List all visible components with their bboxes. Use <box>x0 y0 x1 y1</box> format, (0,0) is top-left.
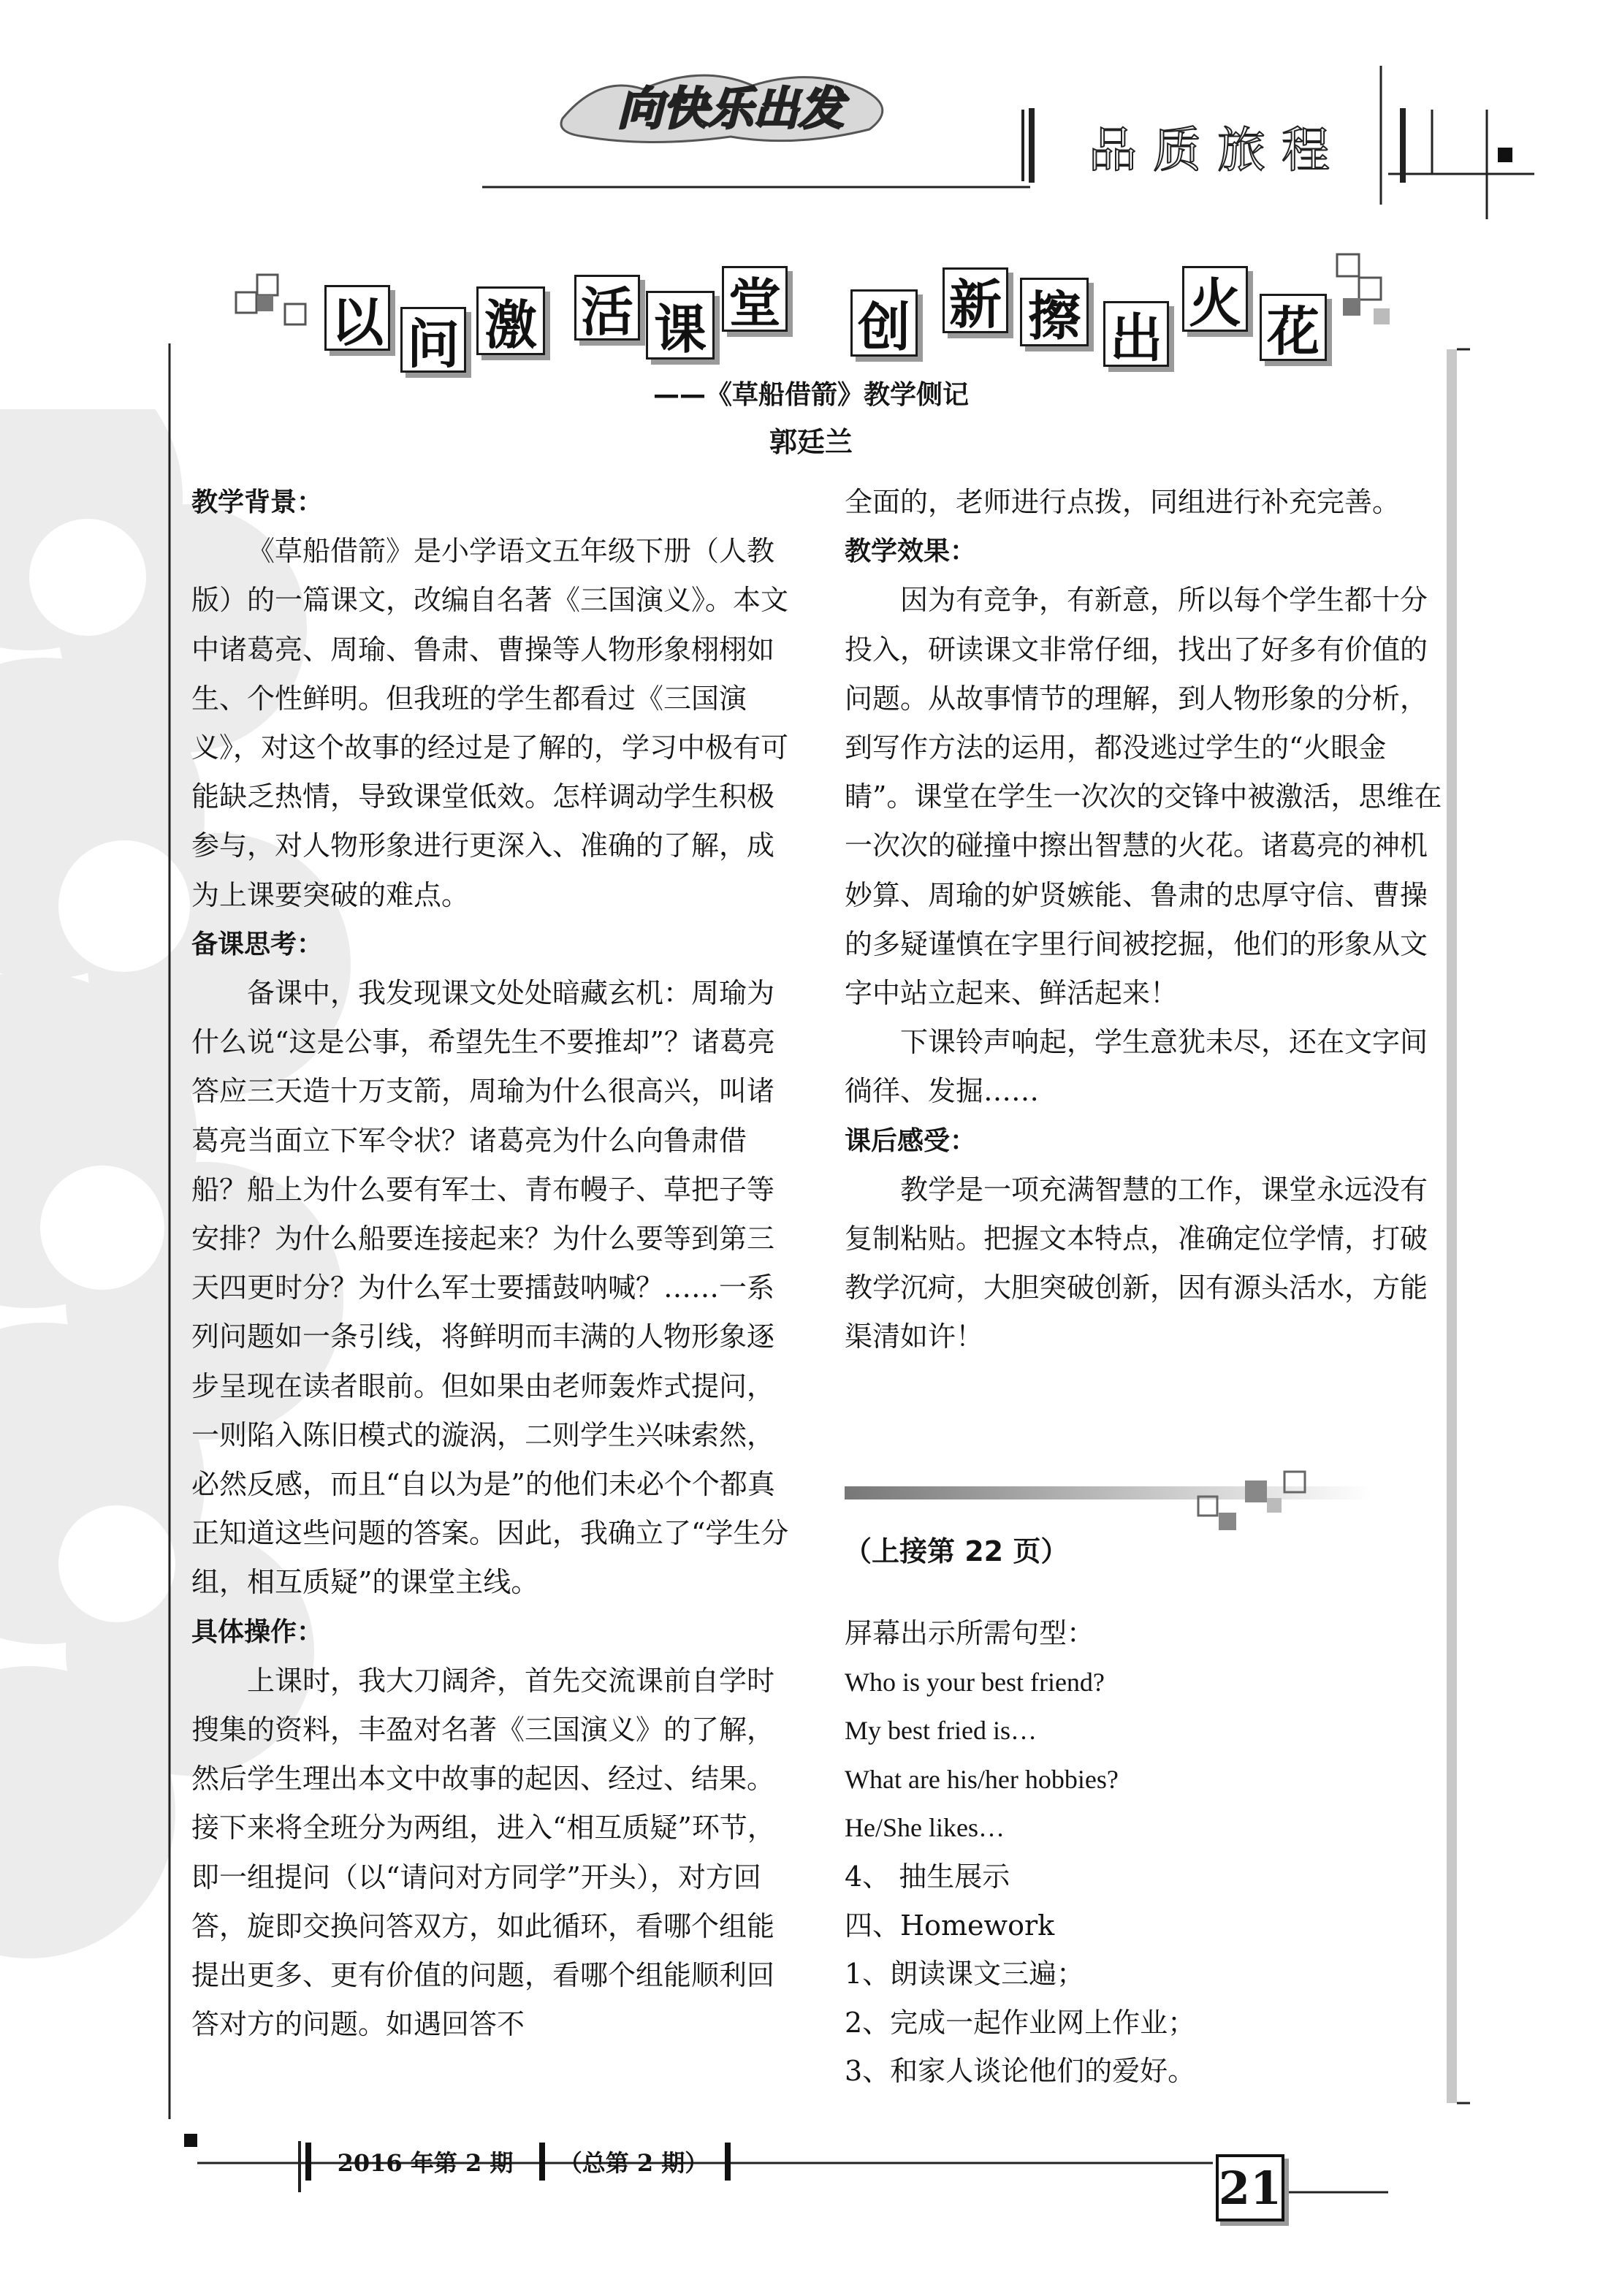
issue-text: 2016 年第 2 期 <box>337 2149 514 2177</box>
continued-line: 四、Homework <box>845 1909 1055 1942</box>
title-char-9: 擦 <box>1020 278 1089 346</box>
continued-line: Who is your best friend? <box>845 1667 1105 1697</box>
logo-text: 向快乐出发 <box>617 82 845 135</box>
title-char-11: 火 <box>1182 266 1248 332</box>
continued-line: 1、朗读课文三遍； <box>845 1958 1085 1991</box>
article-subtitle: ——《草船借箭》教学侧记 <box>652 380 969 410</box>
continued-line: My best fried is… <box>845 1716 1037 1746</box>
heading-reflection: 课后感受： <box>845 1125 977 1156</box>
continued-line: 屏幕出示所需句型： <box>845 1617 1095 1649</box>
issue-label <box>305 2143 545 2181</box>
title-char-10: 出 <box>1103 301 1169 367</box>
article-author: 郭廷兰 <box>769 426 853 458</box>
brand-text: 品质旅程 <box>1089 121 1346 178</box>
continued-line: What are his/her hobbies? <box>845 1764 1119 1794</box>
left-column <box>191 478 798 2050</box>
continued-lines <box>845 1609 1451 2096</box>
title-char-6: 堂 <box>722 266 788 332</box>
title-char-4: 活 <box>574 275 640 341</box>
heading-lesson-prep: 备课思考： <box>191 929 324 959</box>
heading-operation: 具体操作： <box>191 1616 324 1647</box>
title-char-5: 课 <box>646 291 715 360</box>
total-issue-text: （总第 2 期） <box>558 2149 709 2177</box>
title-char-2: 问 <box>400 307 466 373</box>
continued-label: （上接第 22 页） <box>844 1535 1069 1567</box>
page-number: 21 <box>1216 2154 1284 2221</box>
title-char-3: 激 <box>476 286 545 355</box>
paragraph-background: 《草船借箭》是小学语文五年级下册（人教版）的一篇课文，改编自名著《三国演义》。本文中诸葛亮、周瑜、鲁肃、曹操等人物形象栩栩如生、个性鲜明。但我班的学生都看过《三国演义》，对这个故事的经过是了解的，学习中极有可能缺乏热情，导致课堂低效。怎样调动学生积极参与，对人物形象进行更深入、准确的了解，成为上课要突破的难点。 <box>191 535 789 911</box>
continued-line: 3、和家人谈论他们的爱好。 <box>845 2055 1196 2088</box>
heading-effect: 教学效果： <box>845 536 977 567</box>
continued-line: 4、 抽生展示 <box>845 1860 1010 1893</box>
title-char-1: 以 <box>324 285 390 351</box>
heading-teaching-background: 教学背景： <box>191 487 324 517</box>
paragraph-lesson-prep: 备课中，我发现课文处处暗藏玄机：周瑜为什么说“这是公事，希望先生不要推却”？诸葛亮答应三天造十万支箭，周瑜为什么很高兴，叫诸葛亮当面立下军令状？诸葛亮为什么向鲁肃借船？船上为什么要有军士、青布幔子、草把子等安排？为什么船要连接起来？为什么要等到第三天四更时分？为什么军士要擂鼓呐喊？……一系列问题如一条引线，将鲜明而丰满的人物形象逐步呈现在读者眼前。但如果由老师轰炸式提问，一则陷入陈旧模式的漩涡，二则学生兴味索然，必然反感，而且“自以为是”的他们未必个个都真正知道这些问题的答案。因此，我确立了“学生分组，相互质疑”的课堂主线。 <box>191 977 789 1599</box>
paragraph-reflection: 教学是一项充满智慧的工作，课堂永远没有复制粘贴。把握文本特点，准确定位学情，打破教学沉疴，大胆突破创新，因有源头活水，方能渠清如许！ <box>845 1173 1428 1353</box>
right-column <box>845 478 1451 1362</box>
continued-line: He/She likes… <box>845 1813 1005 1843</box>
title-char-12: 花 <box>1260 294 1327 361</box>
paragraph-effect: 因为有竞争，有新意，所以每个学生都十分投入，研读课文非常仔细，找出了好多有价值的问题。从故事情节的理解，到人物形象的分析，到写作方法的运用，都没逃过学生的“火眼金睛”。课堂在学生一次次的交锋中被激活，思维在一次次的碰撞中擦出智慧的火花。诸葛亮的神机妙算、周瑜的妒贤嫉能、鲁肃的忠厚守信、曹操的多疑谨慎在字里行间被挖掘，他们的形象从文字中站立起来、鲜活起来！ <box>845 584 1442 1010</box>
title-char-8: 新 <box>943 267 1008 333</box>
total-issue-label <box>542 2143 731 2181</box>
title-char-7: 创 <box>850 289 918 357</box>
paragraph-continued-left: 全面的，老师进行点拨，同组进行补充完善。 <box>845 486 1401 518</box>
paragraph-operation: 上课时，我大刀阔斧，首先交流课前自学时搜集的资料，丰盈对名著《三国演义》的了解，然后学生理出本文中故事的起因、经过、结果。接下来将全班分为两组，进入“相互质疑”环节，即一组提问（以“请问对方同学”开头），对方回答，旋即交换问答双方，如此循环，看哪个组能提出更多、更有价值的问题，看哪个组能顺利回答对方的问题。如遇回答不 <box>191 1664 775 2041</box>
paragraph-bell: 下课铃声响起，学生意犹未尽，还在文字间徜徉、发掘…… <box>845 1026 1428 1108</box>
continued-line: 2、完成一起作业网上作业； <box>845 2006 1196 2039</box>
